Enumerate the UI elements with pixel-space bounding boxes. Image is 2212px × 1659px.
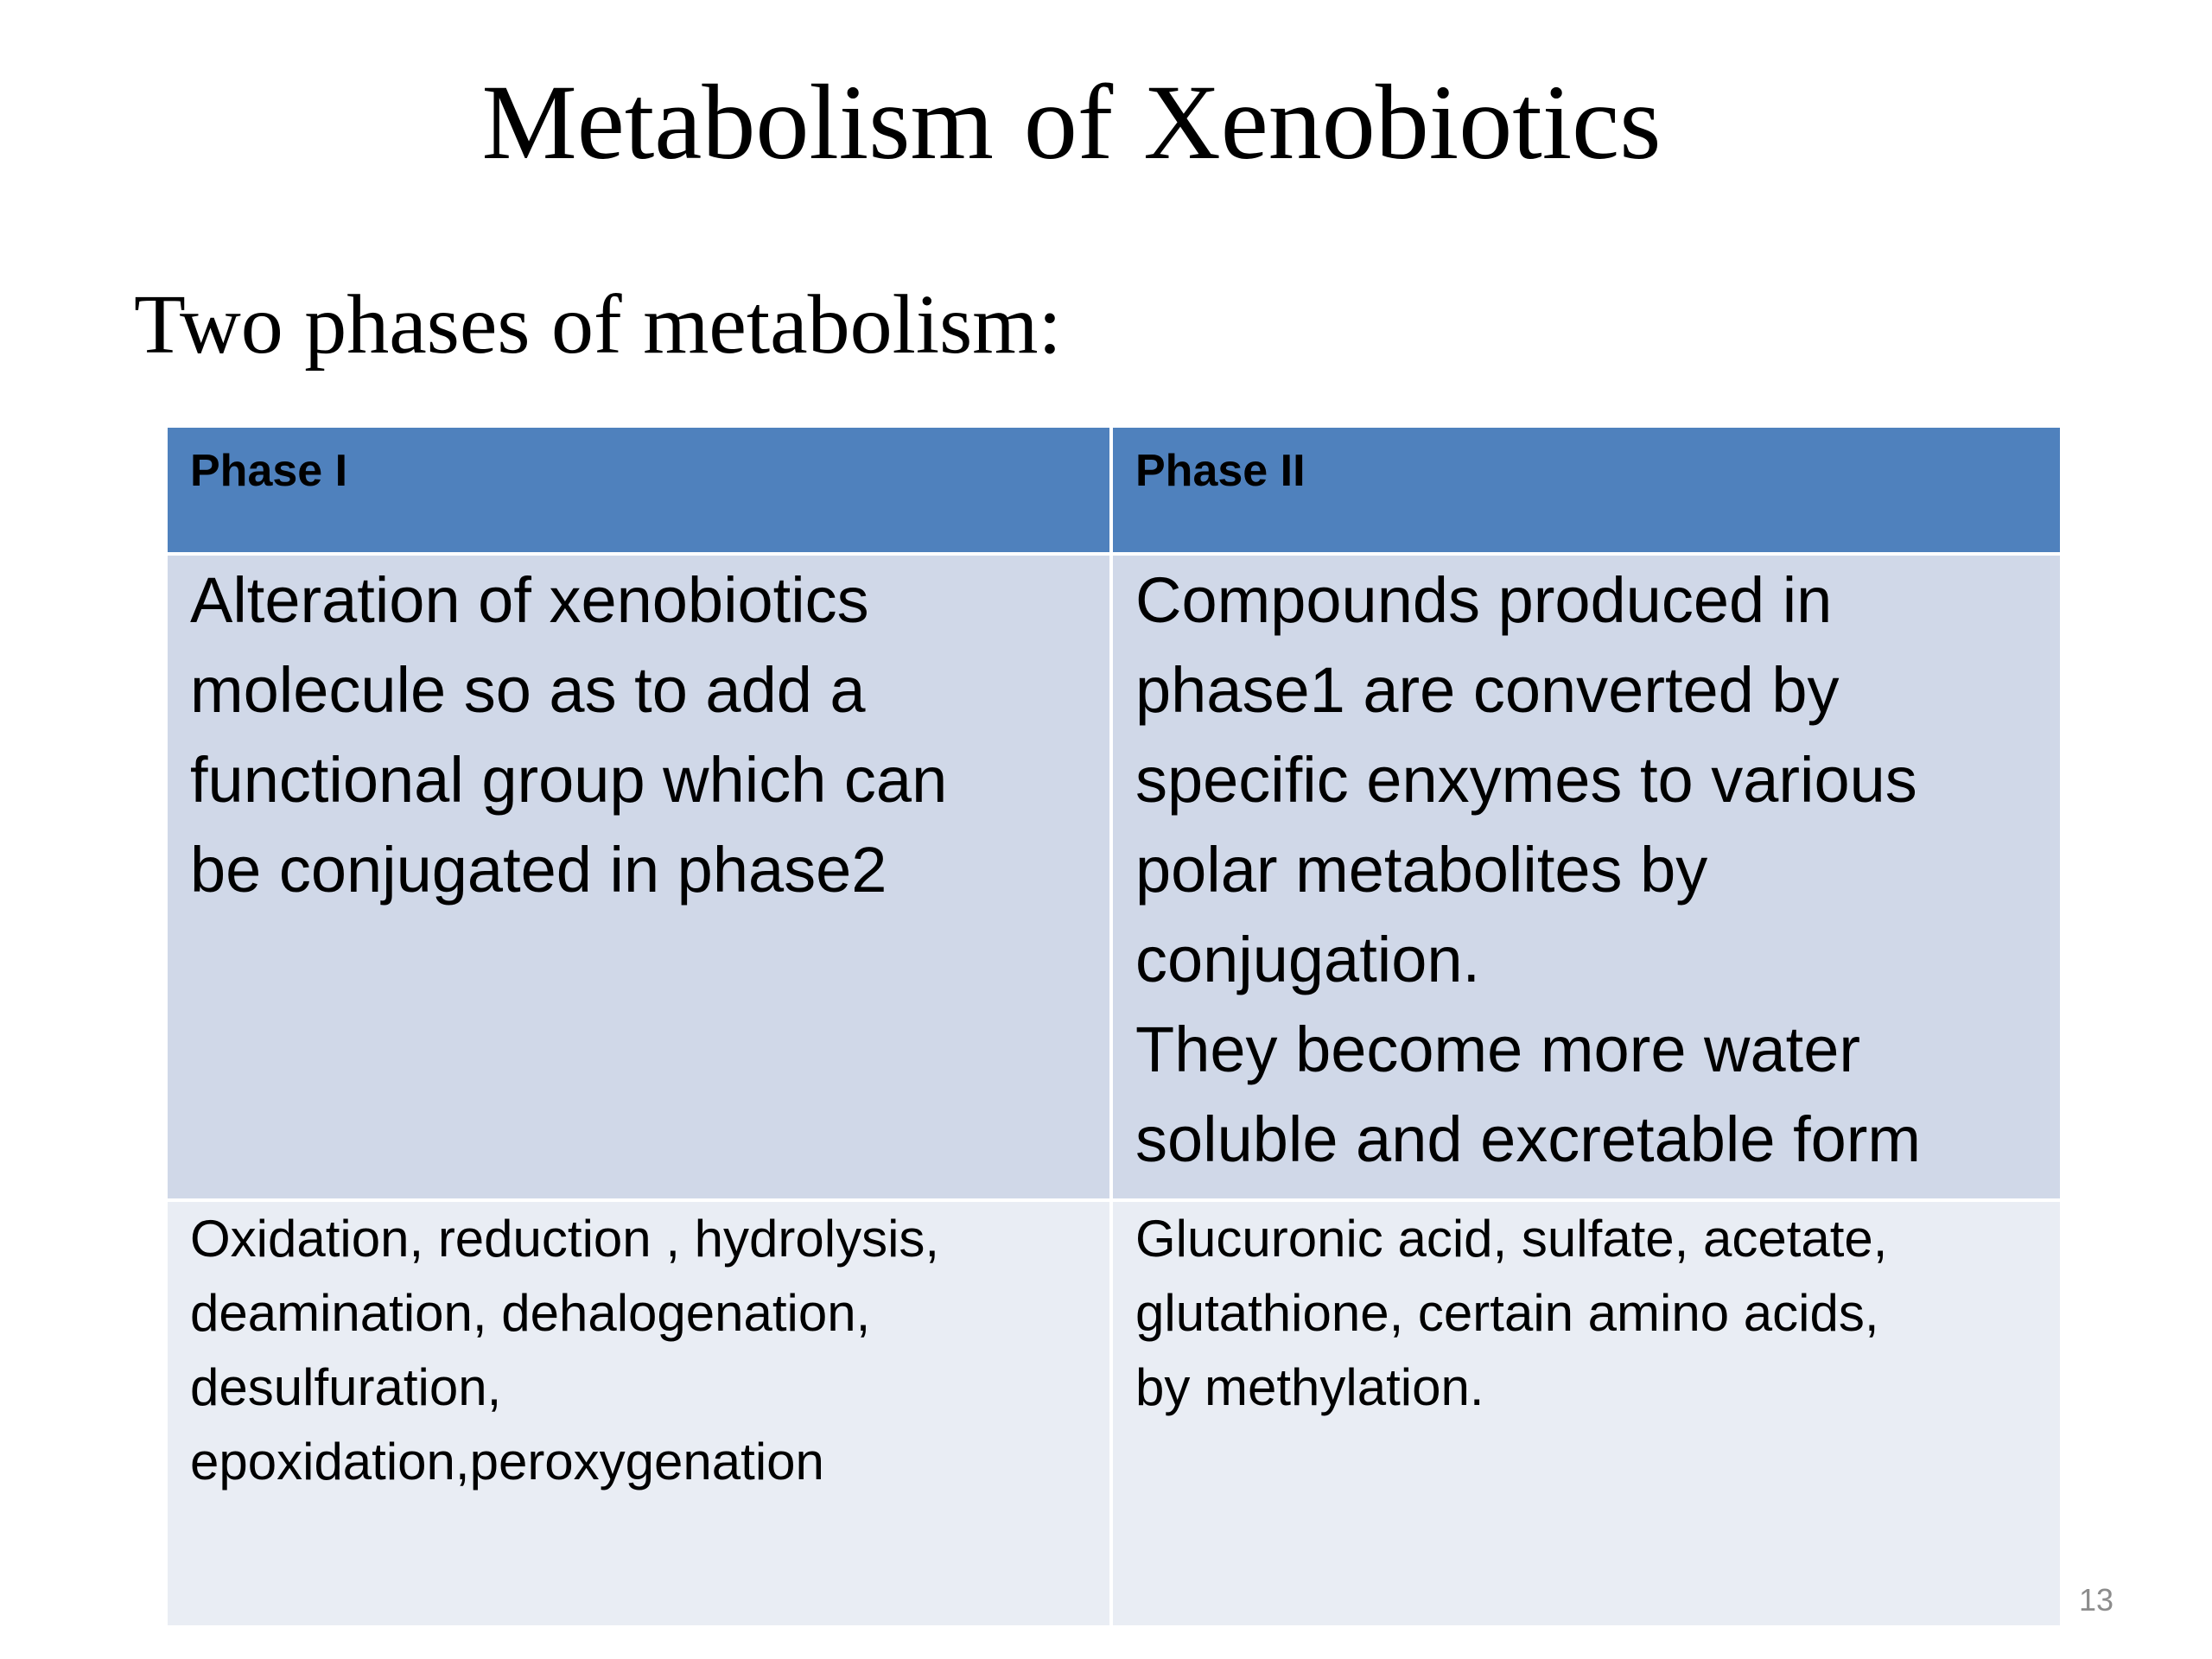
text-line: functional group which can [190, 744, 948, 816]
text-line: deamination, dehalogenation, [190, 1284, 871, 1342]
text-line: Oxidation, reduction , hydrolysis, [190, 1210, 940, 1268]
table-row-reactions [168, 1200, 2060, 1625]
text-line: desulfuration, [190, 1358, 502, 1416]
text-line: specific enxymes to various [1135, 744, 1917, 816]
text-line: Glucuronic acid, sulfate, acetate, [1135, 1210, 1888, 1268]
page-number: 13 [2078, 1582, 2114, 1618]
text-line: be conjugated in phase2 [190, 834, 887, 906]
text-line: glutathione, certain amino acids, [1135, 1284, 1879, 1342]
text-line: They become more water [1135, 1014, 1861, 1085]
phase-1-description-cell [168, 554, 1111, 1200]
phase-2-description-cell [1111, 554, 2060, 1200]
header-phase-1: Phase I [168, 428, 1111, 554]
table-row-description [168, 554, 2060, 1200]
phase-comparison-table [168, 428, 2060, 1625]
phase-1-reactions-cell [168, 1200, 1111, 1625]
phase-2-reactions-cell [1111, 1200, 2060, 1625]
text-line: phase1 are converted by [1135, 654, 1840, 726]
text-line: soluble and excretable form [1135, 1103, 1922, 1175]
text-line: molecule so as to add a [190, 654, 866, 726]
text-line: epoxidation,peroxygenation [190, 1433, 824, 1491]
text-line: conjugation. [1135, 924, 1481, 995]
table-header-row [168, 428, 2060, 554]
text-line: by methylation. [1135, 1358, 1484, 1416]
slide-title: Metabolism of Xenobiotics [481, 63, 1662, 181]
text-line: Alteration of xenobiotics [190, 564, 869, 636]
text-line: Compounds produced in [1135, 564, 1833, 636]
text-line: polar metabolites by [1135, 834, 1708, 906]
slide-subtitle: Two phases of metabolism: [134, 278, 1062, 372]
header-phase-2: Phase II [1111, 428, 2060, 554]
